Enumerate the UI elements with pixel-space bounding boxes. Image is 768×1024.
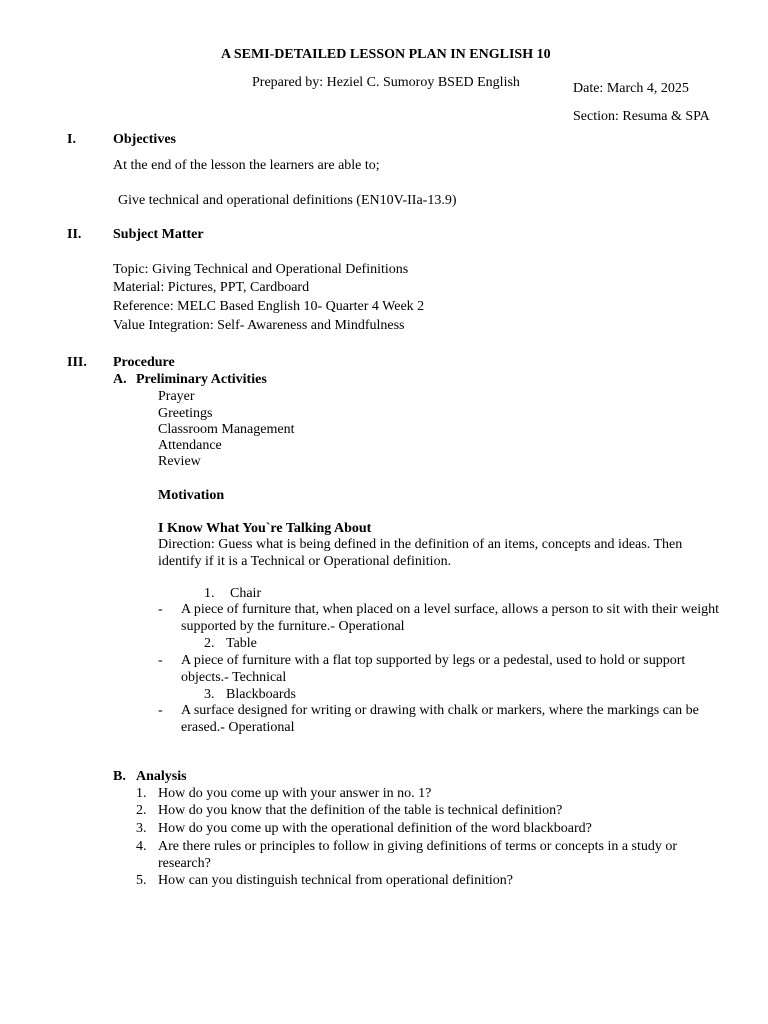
procedure-heading: Procedure bbox=[113, 355, 175, 370]
list-item: Review bbox=[158, 454, 201, 469]
analysis-number: 1. bbox=[136, 786, 147, 801]
topic-line: Topic: Giving Technical and Operational Definitions bbox=[113, 262, 409, 277]
analysis-heading: Analysis bbox=[136, 769, 187, 784]
date-text: Date: March 4, 2025 bbox=[573, 81, 689, 96]
analysis-letter: B. bbox=[113, 769, 126, 784]
item-bullet: - bbox=[158, 653, 163, 668]
analysis-question: How do you come up with your answer in no. 1? bbox=[158, 786, 432, 801]
value-integration-line: Value Integration: Self- Awareness and Mindfulness bbox=[113, 318, 405, 333]
analysis-question: Are there rules or principles to follow in giving definitions of terms or concepts in a study or research? bbox=[158, 839, 678, 871]
reference-line: Reference: MELC Based English 10- Quarter 4 Week 2 bbox=[113, 299, 425, 314]
analysis-number: 5. bbox=[136, 873, 147, 888]
preliminary-heading: Preliminary Activities bbox=[136, 372, 267, 387]
subject-matter-heading: Subject Matter bbox=[113, 227, 204, 242]
analysis-question: How can you distinguish technical from operational definition? bbox=[158, 873, 513, 888]
analysis-question: How do you know that the definition of the table is technical definition? bbox=[158, 803, 563, 818]
analysis-question: How do you come up with the operational definition of the word blackboard? bbox=[158, 821, 592, 836]
list-item: Classroom Management bbox=[158, 422, 295, 437]
item-word: Table bbox=[226, 636, 257, 651]
analysis-number: 2. bbox=[136, 803, 147, 818]
objective-item: Give technical and operational definitions (EN10V-IIa-13.9) bbox=[118, 193, 457, 208]
direction-text: Direction: Guess what is being defined in the definition of an items, concepts and ideas. Then identify if it is a Technical or Operational definition. bbox=[158, 537, 683, 569]
list-item: Greetings bbox=[158, 406, 213, 421]
item-definition: A surface designed for writing or drawing with chalk or markers, where the markings can be erased.- Operational bbox=[181, 703, 699, 735]
subject-matter-number: II. bbox=[67, 227, 82, 242]
objectives-intro: At the end of the lesson the learners are able to; bbox=[113, 158, 380, 173]
analysis-number: 3. bbox=[136, 821, 147, 836]
prepared-by: Prepared by: Heziel C. Sumoroy BSED English bbox=[252, 75, 520, 90]
item-number: 1. bbox=[204, 586, 215, 601]
item-word: Blackboards bbox=[226, 687, 296, 702]
item-word: Chair bbox=[230, 586, 262, 601]
objectives-number: I. bbox=[67, 132, 76, 147]
item-definition: A piece of furniture with a flat top supported by legs or a pedestal, used to hold or support objects.- Technical bbox=[181, 653, 686, 685]
document-title: A SEMI-DETAILED LESSON PLAN IN ENGLISH 10 bbox=[221, 47, 551, 62]
item-number: 3. bbox=[204, 687, 215, 702]
preliminary-letter: A. bbox=[113, 372, 127, 387]
procedure-number: III. bbox=[67, 355, 87, 370]
motivation-heading: Motivation bbox=[158, 488, 225, 503]
activity-title: I Know What You`re Talking About bbox=[158, 521, 372, 536]
list-item: Attendance bbox=[158, 438, 222, 453]
item-bullet: - bbox=[158, 703, 163, 718]
item-definition: A piece of furniture that, when placed on a level surface, allows a person to sit with their weight supported by the furniture.- Operational bbox=[181, 602, 720, 634]
material-line: Material: Pictures, PPT, Cardboard bbox=[113, 280, 310, 295]
item-number: 2. bbox=[204, 636, 215, 651]
section-text: Section: Resuma & SPA bbox=[573, 109, 710, 124]
list-item: Prayer bbox=[158, 389, 195, 404]
analysis-number: 4. bbox=[136, 839, 147, 854]
item-bullet: - bbox=[158, 602, 163, 617]
objectives-heading: Objectives bbox=[113, 132, 176, 147]
